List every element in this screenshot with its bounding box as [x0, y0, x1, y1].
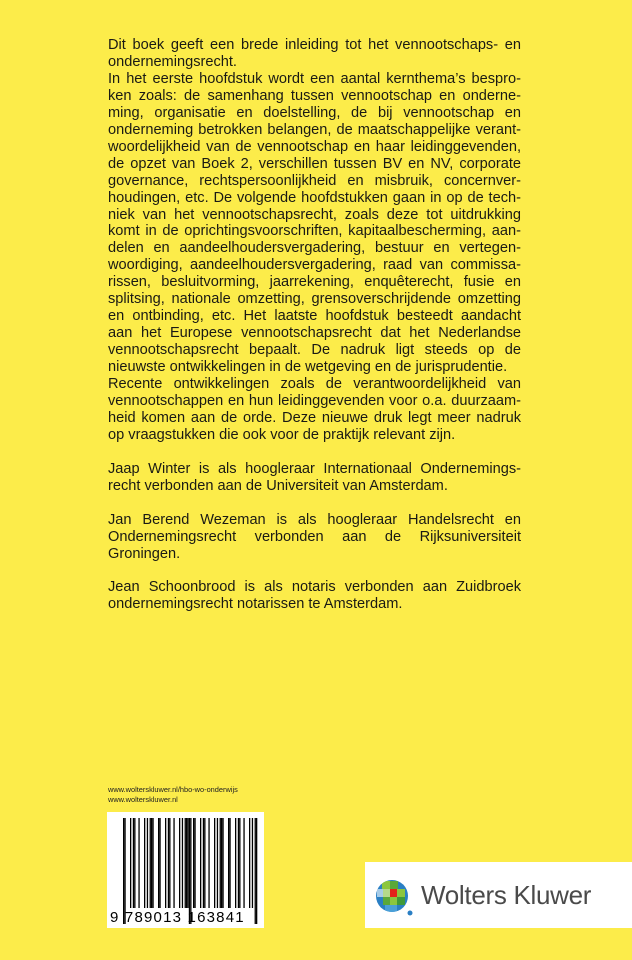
text-line: nieuwste ontwikkelingen in de wetgeving en de jurisprudentie.: [108, 359, 508, 376]
barcode-bar: [152, 818, 153, 908]
isbn-digits: 9 789013 163841: [110, 909, 245, 926]
barcode-bar: [151, 818, 152, 908]
text-line: onderneming betrokken belangen, de maatschappelijke verant-: [108, 121, 521, 138]
back-cover-text: [108, 37, 521, 613]
barcode-bar: [138, 818, 139, 908]
author-bio-jaap-winter: [108, 461, 521, 495]
barcode-bar: [179, 818, 180, 908]
text-line: Dit boek geeft een brede inleiding tot het vennootschaps- en: [108, 37, 521, 53]
barcode-bar: [133, 818, 134, 908]
text-line: Ondernemingsrecht verbonden aan de Rijksuniversiteit: [108, 528, 521, 545]
barcode-bar: [185, 818, 186, 908]
barcode-bar: [203, 818, 204, 908]
text-line: Jean Schoonbrood is als notaris verbonden aan Zuidbroek: [108, 579, 521, 596]
barcode-bar: [228, 818, 229, 908]
text-line: Groningen.: [108, 545, 181, 562]
text-line: In het eerste hoofdstuk wordt een aantal kernthema’s bespro-: [108, 70, 521, 87]
barcode-bar: [147, 818, 148, 908]
text-line: woordiging, aandeelhoudersvergadering, raad van commissa-: [108, 257, 521, 274]
barcode-bar: [255, 818, 256, 924]
wolters-kluwer-globe-icon: [375, 879, 413, 917]
barcode-bar: [238, 818, 239, 908]
publisher-logo: [365, 862, 632, 928]
barcode-bar: [214, 818, 215, 908]
text-line: heid komen aan de orde. Deze nieuwe druk legt meer nadruk: [108, 409, 521, 426]
barcode-bar: [130, 818, 131, 908]
barcode-bar: [182, 818, 183, 908]
text-line: woordelijkheid van de vennootschap en haar leidinggevenden,: [108, 138, 521, 155]
publisher-name: Wolters Kluwer: [421, 880, 592, 910]
text-line: aan het Europese vennootschapsrecht dat het Nederlandse: [108, 325, 521, 342]
description-paragraph: [108, 37, 521, 444]
text-line: ondernemingsrecht.: [108, 53, 237, 70]
text-line: Jaap Winter is als hoogleraar Internationaal Ondernemings-: [108, 460, 521, 477]
author-bio-jean-schoonbrood: [108, 579, 521, 613]
text-line: op vraagstukken die ook voor de praktijk relevant zijn.: [108, 426, 456, 443]
text-line: ondernemingsrecht notarissen te Amsterdam.: [108, 596, 403, 613]
author-bio-jan-berend-wezeman: [108, 512, 521, 563]
text-line: niek van het vennootschapsrecht, zoals deze tot uitdrukking: [108, 206, 521, 223]
text-line: recht verbonden aan de Universiteit van Amsterdam.: [108, 477, 448, 494]
text-line: Jan Berend Wezeman is als hoogleraar Handelsrecht en: [108, 511, 521, 528]
text-line: komt in de oprichtingsvoorschriften, kapitaalbescherming, aan-: [108, 223, 521, 240]
barcode-bar: [186, 818, 187, 908]
barcode-bar: [194, 818, 195, 908]
text-line: houdingen, etc. De volgende hoofdstukken gaan in op de tech-: [108, 189, 521, 206]
text-line: splitsing, nationale omzetting, grensoverschrijdende omzetting: [108, 291, 521, 308]
text-line: delen en aandeelhoudersvergadering, bestuur en vertegen-: [108, 240, 521, 257]
barcode-bar: [168, 818, 169, 908]
barcode-bar: [134, 818, 135, 908]
text-line: ming, organisatie en doelstelling, de bij vennootschap en: [108, 104, 521, 121]
text-line: rissen, besluitvorming, jaarrekening, enquêterecht, fusie en: [108, 274, 521, 291]
text-line: governance, rechtspersoonlijkheid en misbruik, concernver-: [108, 172, 521, 189]
barcode-bar: [229, 818, 230, 908]
barcode-bar: [235, 818, 236, 908]
text-line: ken zoals: de samenhang tussen vennootschap en onderne-: [108, 87, 521, 104]
text-line: Recente ontwikkelingen zoals de verantwoordelijkheid van: [108, 376, 521, 393]
barcode-bar: [169, 818, 170, 908]
barcode-bar: [249, 818, 250, 908]
text-line: vennootschapsrecht bepaalt. De nadruk ligt steeds op de: [108, 342, 521, 359]
barcode-bar: [221, 818, 222, 908]
barcode-bar: [204, 818, 205, 908]
isbn-barcode: [107, 812, 264, 928]
barcode-bar: [220, 818, 221, 908]
publisher-urls: [108, 785, 238, 805]
barcode-bar: [252, 818, 253, 908]
text-line: en ontbinding, etc. Het laatste hoofdstuk besteedt aandacht: [108, 308, 521, 325]
barcode-bar: [243, 818, 244, 908]
barcode-bar: [222, 818, 223, 908]
text-line: vennootschappen en hun leidinggevenden voor o.a. duurzaam-: [108, 393, 521, 410]
barcode-bar: [144, 818, 145, 908]
barcode-bar: [173, 818, 174, 908]
barcode-bar: [217, 818, 218, 908]
text-line: de opzet van Boek 2, verschillen tussen BV en NV, corporate: [108, 155, 521, 172]
barcode-bar: [208, 818, 209, 908]
barcode-bar: [158, 818, 159, 908]
barcode-bar: [239, 818, 240, 908]
barcode-bar: [159, 818, 160, 908]
barcode-bar: [150, 818, 151, 908]
barcode-bar: [200, 818, 201, 908]
url-main[interactable]: www.wolterskluwer.nl: [108, 795, 178, 804]
url-hbo-wo[interactable]: www.wolterskluwer.nl/hbo-wo-onderwijs: [108, 785, 238, 794]
barcode-bar: [256, 818, 257, 924]
barcode-bar: [165, 818, 166, 908]
barcode-bar: [193, 818, 194, 908]
barcode-bar: [187, 818, 188, 908]
